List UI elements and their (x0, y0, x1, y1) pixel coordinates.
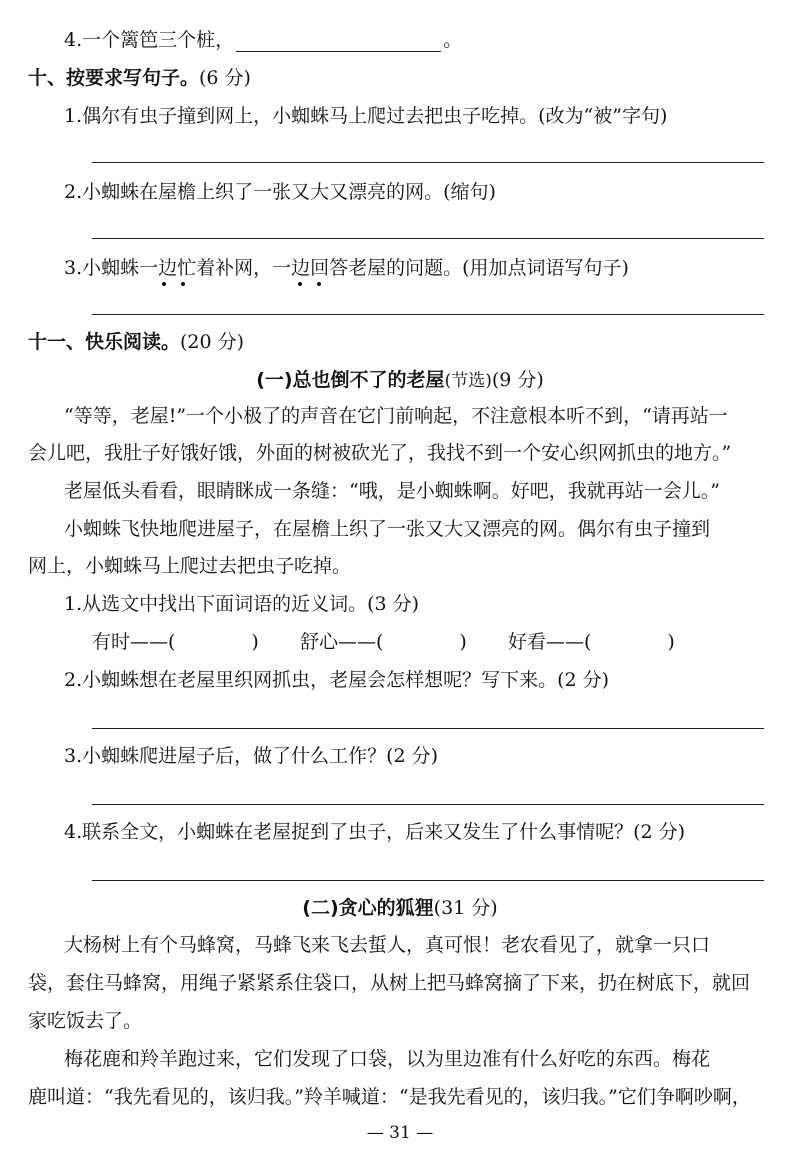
part1-paragraph-line: “等等，老屋!”一个小极了的声音在它门前响起，不注意根本听不到，“请再站一 (64, 405, 728, 427)
part1-answer-line-3[interactable] (92, 804, 764, 805)
s10-answer-line-3[interactable] (92, 314, 764, 315)
synonym-item-2[interactable]: 舒心——( ) (300, 631, 467, 653)
part2-paragraph-line: 家吃饭去了。 (28, 1010, 143, 1032)
synonym-item-3[interactable]: 好看——( ) (508, 631, 675, 653)
section-11-heading (28, 330, 244, 354)
section-10-score: (6 分) (199, 67, 251, 89)
part2-paragraph-line: 大杨树上有个马蜂窝，马蜂飞来飞去蜇人，真可恨！老农看见了，就拿一只口 (64, 934, 711, 956)
page-number: — 31 — (366, 1123, 434, 1143)
part1-question-4: 4.联系全文，小蜘蛛在老屋捉到了虫子，后来又发生了什么事情呢？(2 分) (64, 821, 686, 843)
section-11-score: (20 分) (180, 331, 245, 353)
part1-note: (节选) (444, 371, 492, 391)
emphasis-dot (317, 282, 321, 286)
part1-score: (9 分) (491, 369, 544, 391)
part2-paragraph-line: 梅花鹿和羚羊跑过来，它们发现了口袋，以为里边准有什么好吃的东西。梅花 (64, 1048, 711, 1070)
s10-answer-line-2[interactable] (92, 238, 764, 239)
emphasis-dot (181, 282, 185, 286)
part1-answer-line-2[interactable] (92, 728, 764, 729)
part1-title: (一)总也倒不了的老屋 (256, 369, 445, 391)
s10-question-2: 2.小蜘蛛在屋檐上织了一张又大又漂亮的网。(缩句) (64, 181, 496, 203)
emphasis-dot (162, 282, 166, 286)
part2-paragraph-line: 袋，套住马蜂窝，用绳子紧紧系住袋口，从树上把马蜂窝摘了下来，扔在树底下，就回 (28, 972, 751, 994)
part1-paragraph-line: 会儿吧，我肚子好饿好饿，外面的树被砍光了，我找不到一个安心织网抓虫的地方。” (28, 442, 732, 464)
q9-item4-end: 。 (443, 29, 463, 51)
part1-question-3: 3.小蜘蛛爬进屋子后，做了什么工作？(2 分) (64, 745, 439, 767)
part1-paragraph-line: 老屋低头看看，眼睛眯成一条缝：“哦，是小蜘蛛啊。好吧，我就再站一会儿。” (64, 480, 720, 502)
section-10-heading (28, 66, 251, 90)
part2-title-row (0, 896, 800, 920)
s10-answer-line-1[interactable] (92, 162, 764, 163)
part2-score: (31 分) (433, 897, 498, 919)
q9-item4-blank[interactable] (236, 33, 441, 52)
part2-paragraph-line: 鹿叫道：“我先看见的，该归我。”羚羊喊道：“是我先看见的，该归我。”它们争啊吵啊， (28, 1086, 751, 1108)
emphasis-dot (298, 282, 302, 286)
section-11-title: 十一、快乐阅读。 (28, 331, 181, 353)
part1-paragraph-line: 网上，小蜘蛛马上爬过去把虫子吃掉。 (28, 555, 352, 577)
part1-question-1: 1.从选文中找出下面词语的近义词。(3 分) (64, 593, 420, 615)
part1-paragraph-line: 小蜘蛛飞快地爬进屋子，在屋檐上织了一张又大又漂亮的网。偶尔有虫子撞到 (64, 518, 711, 540)
synonym-item-1[interactable]: 有时——( ) (92, 631, 259, 653)
part1-answer-line-4[interactable] (92, 880, 764, 881)
s10-question-1: 1.偶尔有虫子撞到网上，小蜘蛛马上爬过去把虫子吃掉。(改为“被”字句) (64, 105, 668, 127)
part1-question-2: 2.小蜘蛛想在老屋里织网抓虫，老屋会怎样想呢？写下来。(2 分) (64, 669, 610, 691)
part1-title-row (0, 368, 800, 393)
part2-title: (二)贪心的狐狸 (302, 897, 434, 919)
section-10-title: 十、按要求写句子。 (28, 67, 200, 89)
q9-item4 (64, 28, 462, 52)
s10-question-3: 3.小蜘蛛一边忙着补网，一边回答老屋的问题。(用加点词语写句子) (64, 257, 629, 279)
q9-item4-text: 4.一个篱笆三个桩， (64, 29, 235, 51)
